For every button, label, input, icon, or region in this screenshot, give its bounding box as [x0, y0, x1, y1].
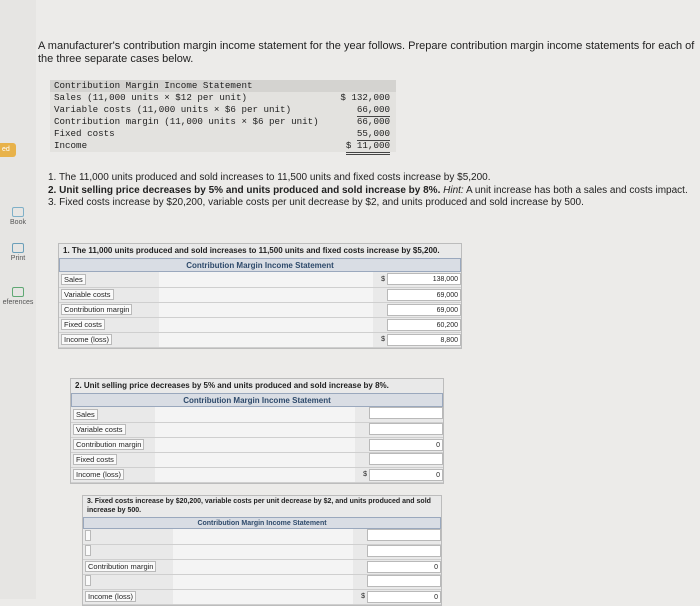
answer-label-select[interactable]: Sales — [73, 409, 98, 420]
answer-value-cell[interactable] — [367, 589, 441, 604]
answer-value-cell[interactable] — [387, 317, 461, 332]
answer-value-cell[interactable] — [367, 574, 441, 589]
given-header-text: Contribution Margin Income Statement — [54, 80, 253, 91]
answer-value-cell[interactable] — [367, 559, 441, 574]
answer-row — [83, 544, 441, 559]
answer-value-input[interactable]: 69,000 — [387, 289, 461, 301]
case-2-statement-header: Contribution Margin Income Statement — [71, 393, 443, 407]
answer-value-input[interactable] — [367, 545, 441, 557]
answer-label-cell[interactable] — [83, 559, 173, 574]
answer-label-select[interactable]: Fixed costs — [73, 454, 117, 465]
answer-value-input[interactable]: 0 — [369, 439, 443, 451]
answer-value-cell[interactable] — [369, 467, 443, 482]
answer-label-select[interactable] — [85, 530, 91, 541]
answer-value-input[interactable]: 138,000 — [387, 273, 461, 285]
answer-value-input[interactable]: 0 — [369, 469, 443, 481]
answer-spacer-cell — [155, 437, 355, 452]
given-row-sales — [50, 92, 396, 104]
answer-label-cell[interactable] — [83, 574, 173, 589]
answer-spacer-cell — [173, 529, 353, 544]
answer-dollar-sign — [353, 559, 367, 574]
case-2-hint-label: Hint: — [443, 184, 464, 196]
answer-label-select[interactable] — [85, 575, 91, 586]
case-1-grid — [59, 272, 461, 348]
given-label: Contribution margin (11,000 units × $6 per unit) — [54, 116, 319, 127]
answer-value-input[interactable] — [369, 453, 443, 465]
answer-dollar-sign: $ — [353, 589, 367, 604]
answer-label-select[interactable]: Income (loss) — [85, 591, 136, 602]
given-row-fixed — [50, 128, 396, 140]
answer-value-input[interactable]: 60,200 — [387, 319, 461, 331]
case-2-hint: A unit increase has both a sales and costs impact. — [465, 184, 688, 196]
case-3-answer-table — [82, 495, 442, 606]
question-intro: A manufacturer's contribution margin income statement for the year follows. Prepare contribution margin income statements for each of the three separate cases below. — [38, 40, 695, 65]
answer-value-input[interactable] — [367, 529, 441, 541]
answer-dollar-sign: $ — [373, 332, 387, 347]
answer-label-cell[interactable] — [71, 407, 155, 422]
given-amount: 55,000 — [356, 128, 390, 139]
answer-spacer-cell — [173, 574, 353, 589]
given-amount: $ 132,000 — [340, 92, 390, 103]
references-icon — [12, 287, 24, 297]
answer-row — [83, 589, 441, 604]
answer-row — [71, 422, 443, 437]
answer-label-select[interactable]: Contribution margin — [61, 304, 132, 315]
answer-dollar-sign — [355, 452, 369, 467]
answer-spacer-cell — [159, 287, 373, 302]
answer-spacer-cell — [159, 302, 373, 317]
answer-dollar-sign: $ — [373, 272, 387, 287]
given-row-cm — [50, 116, 396, 128]
answer-label-cell[interactable] — [59, 272, 159, 287]
case-2-answer-table — [70, 378, 444, 484]
answer-value-input[interactable] — [369, 407, 443, 419]
given-statement-header — [50, 80, 396, 92]
answer-dollar-sign — [353, 574, 367, 589]
given-row-variable — [50, 104, 396, 116]
given-label: Variable costs (11,000 units × $6 per unit) — [54, 104, 292, 115]
answer-dollar-sign — [355, 422, 369, 437]
sidebar-item-print[interactable] — [0, 243, 36, 262]
case-list — [48, 172, 688, 210]
answer-dollar-sign — [353, 544, 367, 559]
answer-value-cell[interactable] — [387, 287, 461, 302]
answer-spacer-cell — [173, 589, 353, 604]
answer-dollar-sign — [373, 287, 387, 302]
answer-label-select[interactable]: Income (loss) — [73, 469, 124, 480]
answer-label-select[interactable]: Contribution margin — [85, 561, 156, 572]
answer-value-input[interactable]: 0 — [367, 561, 441, 573]
answer-label-select[interactable]: Sales — [61, 274, 86, 285]
answer-value-input[interactable] — [369, 423, 443, 435]
answer-label-cell[interactable] — [83, 529, 173, 544]
sidebar-item-references-label: eferences — [2, 299, 34, 306]
answer-label-cell[interactable] — [71, 422, 155, 437]
answer-value-cell[interactable] — [369, 422, 443, 437]
case-1-answer-table — [58, 243, 462, 349]
answer-row — [83, 574, 441, 589]
answer-spacer-cell — [155, 422, 355, 437]
sidebar-item-book[interactable] — [0, 207, 36, 226]
answer-spacer-cell — [173, 559, 353, 574]
answer-row — [71, 467, 443, 482]
answer-spacer-cell — [155, 452, 355, 467]
answer-spacer-cell — [155, 467, 355, 482]
given-amount: 66,000 — [356, 104, 390, 115]
answer-dollar-sign — [355, 407, 369, 422]
answer-row — [59, 272, 461, 287]
sidebar-item-references[interactable] — [0, 287, 36, 306]
answer-dollar-sign — [353, 529, 367, 544]
case-2-title: 2. Unit selling price decreases by 5% and units produced and sold increase by 8%. — [75, 381, 389, 390]
answer-spacer-cell — [155, 407, 355, 422]
given-label: Fixed costs — [54, 128, 115, 139]
answer-value-cell[interactable] — [369, 437, 443, 452]
sidebar-tab-ed[interactable]: ed — [0, 143, 16, 157]
answer-dollar-sign: $ — [355, 467, 369, 482]
answer-value-cell[interactable] — [387, 272, 461, 287]
given-row-income — [50, 140, 396, 152]
given-label: Income — [54, 140, 88, 151]
answer-value-input[interactable]: 69,000 — [387, 304, 461, 316]
print-icon — [12, 243, 24, 253]
answer-spacer-cell — [173, 544, 353, 559]
answer-label-select[interactable]: Income (loss) — [61, 334, 112, 345]
answer-row — [71, 437, 443, 452]
answer-label-cell[interactable] — [83, 589, 173, 604]
answer-value-cell[interactable] — [369, 407, 443, 422]
answer-value-cell[interactable] — [369, 452, 443, 467]
answer-value-input[interactable]: 0 — [367, 591, 441, 603]
answer-row — [83, 559, 441, 574]
answer-value-cell[interactable] — [387, 302, 461, 317]
answer-dollar-sign — [373, 302, 387, 317]
case-3-grid — [83, 529, 441, 605]
left-sidebar — [0, 0, 36, 599]
answer-value-cell[interactable] — [367, 544, 441, 559]
answer-label-cell[interactable] — [71, 437, 155, 452]
case-2-text — [48, 185, 688, 198]
case-1-text: 1. The 11,000 units produced and sold increases to 11,500 units and fixed costs increase by $5,200. — [48, 172, 491, 183]
answer-label-cell[interactable] — [59, 287, 159, 302]
answer-spacer-cell — [159, 332, 373, 347]
answer-label-cell[interactable] — [71, 467, 155, 482]
answer-label-cell[interactable] — [59, 332, 159, 347]
sidebar-item-book-label: Book — [10, 219, 26, 226]
answer-label-select[interactable]: Contribution margin — [73, 439, 144, 450]
answer-spacer-cell — [159, 317, 373, 332]
answer-label-select[interactable]: Variable costs — [61, 289, 114, 300]
case-3-text: 3. Fixed costs increase by $20,200, variable costs per unit decrease by $2, and units produced and sold increase by 500. — [48, 197, 584, 208]
given-statement — [50, 80, 396, 152]
answer-value-cell[interactable] — [387, 332, 461, 347]
answer-row — [83, 529, 441, 544]
answer-label-select[interactable]: Variable costs — [73, 424, 126, 435]
case-2-grid — [71, 407, 443, 483]
answer-value-input[interactable]: 8,800 — [387, 334, 461, 346]
case-1-title: 1. The 11,000 units produced and sold increases to 11,500 units and fixed costs increase by $5,200. — [63, 246, 440, 255]
answer-row — [59, 287, 461, 302]
case-3-title: 3. Fixed costs increase by $20,200, variable costs per unit decrease by $2, and units produced and sold increase by 500. — [87, 498, 431, 514]
answer-dollar-sign — [373, 317, 387, 332]
answer-dollar-sign — [355, 437, 369, 452]
given-amount: $ 11,000 — [346, 140, 390, 155]
answer-row — [59, 332, 461, 347]
given-amount: 66,000 — [356, 116, 390, 127]
answer-value-input[interactable] — [367, 575, 441, 587]
book-icon — [12, 207, 24, 217]
given-label: Sales (11,000 units × $12 per unit) — [54, 92, 247, 103]
answer-row — [59, 317, 461, 332]
answer-row — [71, 452, 443, 467]
answer-label-select[interactable]: Fixed costs — [61, 319, 105, 330]
answer-label-cell[interactable] — [59, 302, 159, 317]
answer-label-cell[interactable] — [71, 452, 155, 467]
answer-label-select[interactable] — [85, 545, 91, 556]
case-1-statement-header: Contribution Margin Income Statement — [59, 258, 461, 272]
question-content — [36, 0, 700, 599]
sidebar-item-print-label: Print — [10, 255, 26, 262]
case-3-statement-header: Contribution Margin Income Statement — [83, 517, 441, 529]
answer-row — [59, 302, 461, 317]
answer-label-cell[interactable] — [59, 317, 159, 332]
answer-spacer-cell — [159, 272, 373, 287]
case-2-main: 2. Unit selling price decreases by 5% and units produced and sold increase by 8%. — [48, 184, 441, 196]
answer-row — [71, 407, 443, 422]
answer-value-cell[interactable] — [367, 529, 441, 544]
answer-label-cell[interactable] — [83, 544, 173, 559]
